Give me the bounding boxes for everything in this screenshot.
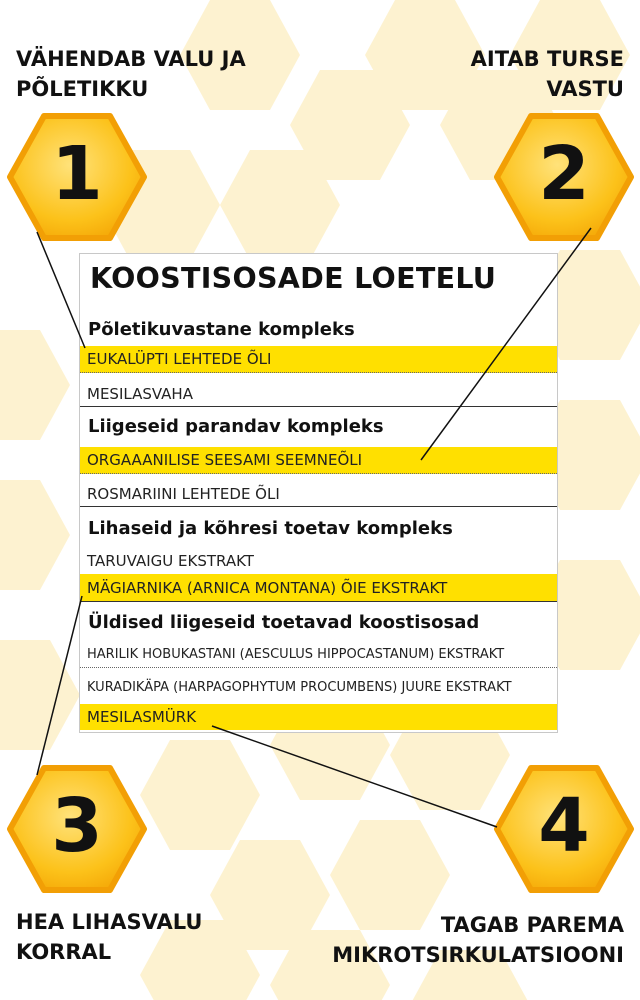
badge-number: 4 <box>538 783 590 869</box>
ingredient-row: TARUVAIGU EKSTRAKT <box>87 551 254 570</box>
section-title-muscle-cartilage: Lihaseid ja kõhresi toetav kompleks <box>88 518 453 539</box>
hex-badge-1 <box>6 112 148 242</box>
ingredient-row: ROSMARIINI LEHTEDE ÕLI <box>80 482 557 507</box>
ingredient-row: MESILASMÜRK <box>80 704 557 730</box>
ingredient-row: MESILASVAHA <box>80 381 557 407</box>
callout-1-label: VÄHENDAB VALU JA PÕLETIKKU <box>16 47 246 101</box>
ingredient-row: ORGAAANILISE SEESAMI SEEMNEÕLI <box>80 447 557 474</box>
ingredient-row: KURADIKÄPA (HARPAGOPHYTUM PROCUMBENS) JUURE EKSTRAKT <box>87 679 512 695</box>
badge-number: 2 <box>538 131 590 217</box>
badge-number: 1 <box>51 131 103 217</box>
panel-title: KOOSTISOSADE LOETELU <box>90 262 497 295</box>
badge-number: 3 <box>51 783 103 869</box>
section-title-general-joint: Üldised liigeseid toetavad koostisosad <box>88 612 480 633</box>
ingredient-row: HARILIK HOBUKASTANI (AESCULUS HIPPOCASTANUM) EKSTRAKT <box>80 641 557 668</box>
ingredient-row: EUKALÜPTI LEHTEDE ÕLI <box>80 346 557 373</box>
callout-4-label: TAGAB PAREMA MIKROTSIRKULATSIOONI <box>332 913 624 967</box>
callout-2-label: AITAB TURSE VASTU <box>470 47 624 101</box>
callout-3-label: HEA LIHASVALU KORRAL <box>16 910 203 964</box>
hex-badge-2 <box>493 112 635 242</box>
ingredient-list-panel <box>79 253 558 733</box>
hex-badge-4 <box>493 764 635 894</box>
section-title-anti-inflammatory: Põletikuvastane kompleks <box>88 319 355 340</box>
hex-badge-3 <box>6 764 148 894</box>
ingredient-row: MÄGIARNIKA (ARNICA MONTANA) ÕIE EKSTRAKT <box>80 574 557 602</box>
section-title-joint-repair: Liigeseid parandav kompleks <box>88 416 384 437</box>
